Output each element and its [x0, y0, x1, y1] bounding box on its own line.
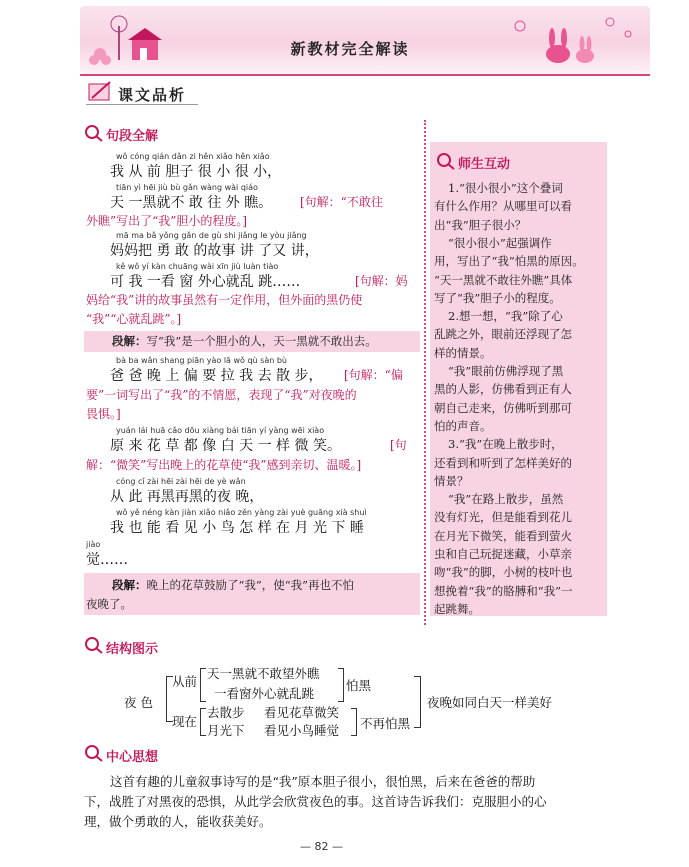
sentence-note: “我”“心就乱跳”。]	[86, 312, 182, 326]
poem-line: 原 来 花 草 都 像 白 天 一 样 微 笑。	[110, 438, 341, 454]
pinyin-line: jiào	[86, 540, 101, 549]
structure-item: 月光下	[207, 723, 245, 738]
sentence-note: [句解：“偏	[344, 368, 403, 382]
magnifier-icon	[84, 636, 104, 654]
section-heading-sentence-analysis: 句段全解	[106, 129, 159, 144]
interaction-line: “天一黑就不敢往外瞧”具体	[434, 272, 573, 287]
poem-line: 我 也 能 看 见 小 鸟 怎 样 在 月 光 下 睡	[110, 520, 364, 536]
interaction-line: 还看到和听到了怎样美好的	[434, 455, 572, 470]
paragraph-summary-text: 夜晚了。	[86, 597, 132, 611]
sentence-note: 妈给“我”讲的故事虽然有一定作用，但外面的黑仍使	[86, 293, 363, 307]
paragraph-summary-line	[112, 577, 354, 593]
paragraph-summary-label: 段解：	[112, 578, 147, 592]
interaction-line: 在月光下微笑，能看到萤火	[434, 528, 572, 543]
interaction-line: 乱跳之外，眼前还浮现了怎	[434, 327, 572, 342]
structure-item: 天一黑就不敢望外瞧	[207, 666, 320, 681]
poem-line: 从 此 再黑再黑的夜 晚，	[110, 489, 264, 505]
poem-line: 爸 爸 晚 上 偏 要 拉 我 去 散 步，	[110, 368, 323, 384]
central-idea-text: 理，做个勇敢的人，能收获美好。	[84, 814, 272, 829]
page-number: — 82 —	[300, 840, 343, 853]
paragraph-summary	[84, 331, 420, 352]
interaction-line: 3.“我”在晚上散步时，	[448, 437, 563, 452]
banner-underline	[86, 104, 198, 105]
poem-line: 我 从 前 胆子 很 小 很 小，	[110, 164, 282, 180]
pinyin-line: kě wǒ yí kàn chuāng wài xīn jiù luàn tiào	[116, 262, 279, 271]
section-heading-teacher-student: 师生互动	[458, 157, 511, 172]
structure-item: 去散步	[207, 705, 245, 720]
poem-line: 觉……	[86, 552, 128, 568]
column-divider	[424, 120, 426, 625]
sentence-note: [句解：妈	[355, 274, 408, 288]
central-idea-text: 下，战胜了对黑夜的恐惧，从此学会欣赏夜色的事。这首诗告诉我们：克服胆小的心	[84, 794, 547, 809]
structure-item: 看见小鸟睡觉	[264, 723, 340, 738]
section-banner-label: 课文品析	[118, 86, 187, 104]
sentence-note: 畏惧。]	[86, 407, 121, 421]
structure-conclusion: 夜晚如同白天一样美好	[427, 695, 553, 710]
interaction-line: 1.“很小很小”这个叠词	[448, 181, 563, 195]
house-icon	[128, 28, 162, 60]
poem-line: 妈妈把 勇 敢 的故事 讲 了又 讲，	[110, 243, 319, 259]
interaction-line: 样的情景。	[434, 345, 492, 360]
interaction-line: “很小很小”起强调作	[448, 235, 552, 250]
section-heading-structure: 结构图示	[106, 642, 159, 657]
header-title: 新教材完全解读	[290, 40, 410, 58]
interaction-line: 虫和自己玩捉迷藏，小草亲	[434, 547, 572, 561]
structure-bracket	[200, 668, 206, 702]
paragraph-summary	[84, 573, 420, 615]
structure-bracket	[200, 708, 206, 736]
pinyin-line: wǒ cóng qián dǎn zi hěn xiǎo hěn xiǎo	[116, 152, 270, 161]
bubbles-icon	[515, 18, 631, 37]
pinyin-line: yuán lái huā cǎo dōu xiàng bái tiān yí yàng wēi xiào	[116, 426, 325, 435]
magnifier-icon	[436, 152, 456, 170]
sentence-note: [句解：“不敢往	[300, 195, 383, 209]
flower-icon	[89, 48, 111, 65]
interaction-line: 2.想一想，“我”除了心	[448, 309, 563, 324]
interaction-line: 怕的声音。	[434, 418, 492, 433]
structure-item: 一看窗外心就乱跳	[214, 686, 315, 701]
interaction-line: 想挽着“我”的胳膊和“我”一	[434, 583, 573, 598]
interaction-line: “我”在路上散步，虽然	[448, 492, 564, 507]
section-heading-central-idea: 中心思想	[106, 750, 159, 765]
structure-result: 怕黑	[346, 678, 372, 693]
sentence-note: 要”一词写出了“我”的不情愿，表现了“我”对夜晚的	[86, 388, 357, 402]
header-divider	[80, 74, 650, 76]
structure-bracket	[414, 676, 421, 728]
paragraph-summary-text: 写“我”是一个胆小的人，天一黑就不敢出去。	[146, 334, 377, 348]
interaction-line: 用，写出了“我”怕黑的原因。	[434, 254, 584, 269]
interaction-line: 黑的人影，仿佛看到正有人	[434, 382, 572, 397]
interaction-line: 写了“我”胆子小的程度。	[434, 290, 561, 305]
magnifier-icon	[84, 744, 104, 762]
structure-item: 看见花草微笑	[264, 705, 340, 720]
bunny-icon	[546, 28, 594, 63]
interaction-line: 吻“我”的脚，小树的枝叶也	[434, 565, 573, 580]
poem-line: 可 我 一看 窗 外心就乱 跳……	[110, 274, 301, 290]
structure-result: 不再怕黑	[360, 716, 411, 731]
central-idea-text: 这首有趣的儿童叙事诗写的是“我”原本胆子很小，很怕黑，后来在爸爸的帮助	[110, 774, 536, 789]
interaction-line: 朝自己走来，仿佛听到那可	[434, 400, 572, 415]
pinyin-line: mā ma bǎ yǒng gǎn de gù shi jiǎng le yòu jiǎng	[116, 231, 307, 240]
interaction-line: 没有灯光，但是能看到花儿	[434, 510, 572, 525]
pinyin-line: wǒ yě néng kàn jiàn xiǎo niǎo zěn yàng zài yuè guāng xià shuì	[116, 508, 367, 517]
structure-node-now: 现在	[172, 714, 198, 729]
interaction-line: 有什么作用？从哪里可以看	[434, 199, 572, 214]
sentence-note: 解：“微笑”写出晚上的花草使“我”感到亲切、温暖。]	[86, 458, 362, 472]
pinyin-line: bà ba wǎn shang piān yào lā wǒ qù sàn bù	[116, 356, 287, 365]
paragraph-summary-label: 段解：	[112, 334, 147, 348]
structure-node-past: 从前	[172, 674, 198, 689]
sentence-note: 外瞧”写出了“我”胆小的程度。]	[86, 214, 248, 228]
pinyin-line: cóng cǐ zài hēi zài hēi de yè wǎn	[116, 477, 246, 486]
interaction-line: 起跳舞。	[434, 601, 480, 616]
interaction-line: 情景？	[434, 473, 469, 488]
interaction-line: “我”眼前仿佛浮现了黑	[448, 364, 564, 378]
poem-line: 天 一黑就不 敢 往 外 瞧。	[110, 195, 273, 211]
sentence-note: [句	[390, 438, 407, 452]
pinyin-line: tiān yì hēi jiù bù gǎn wàng wài qiáo	[116, 183, 258, 192]
structure-root: 夜 色	[124, 695, 153, 710]
paragraph-summary-text: 晚上的花草鼓励了“我”，使“我”再也不怕	[146, 578, 355, 592]
structure-bracket	[351, 708, 357, 736]
structure-bracket	[338, 668, 344, 702]
interaction-line: 出“我”胆子很小？	[434, 217, 527, 232]
pencil-paper-icon	[86, 80, 116, 104]
tree-icon	[111, 16, 127, 60]
magnifier-icon	[84, 124, 104, 142]
